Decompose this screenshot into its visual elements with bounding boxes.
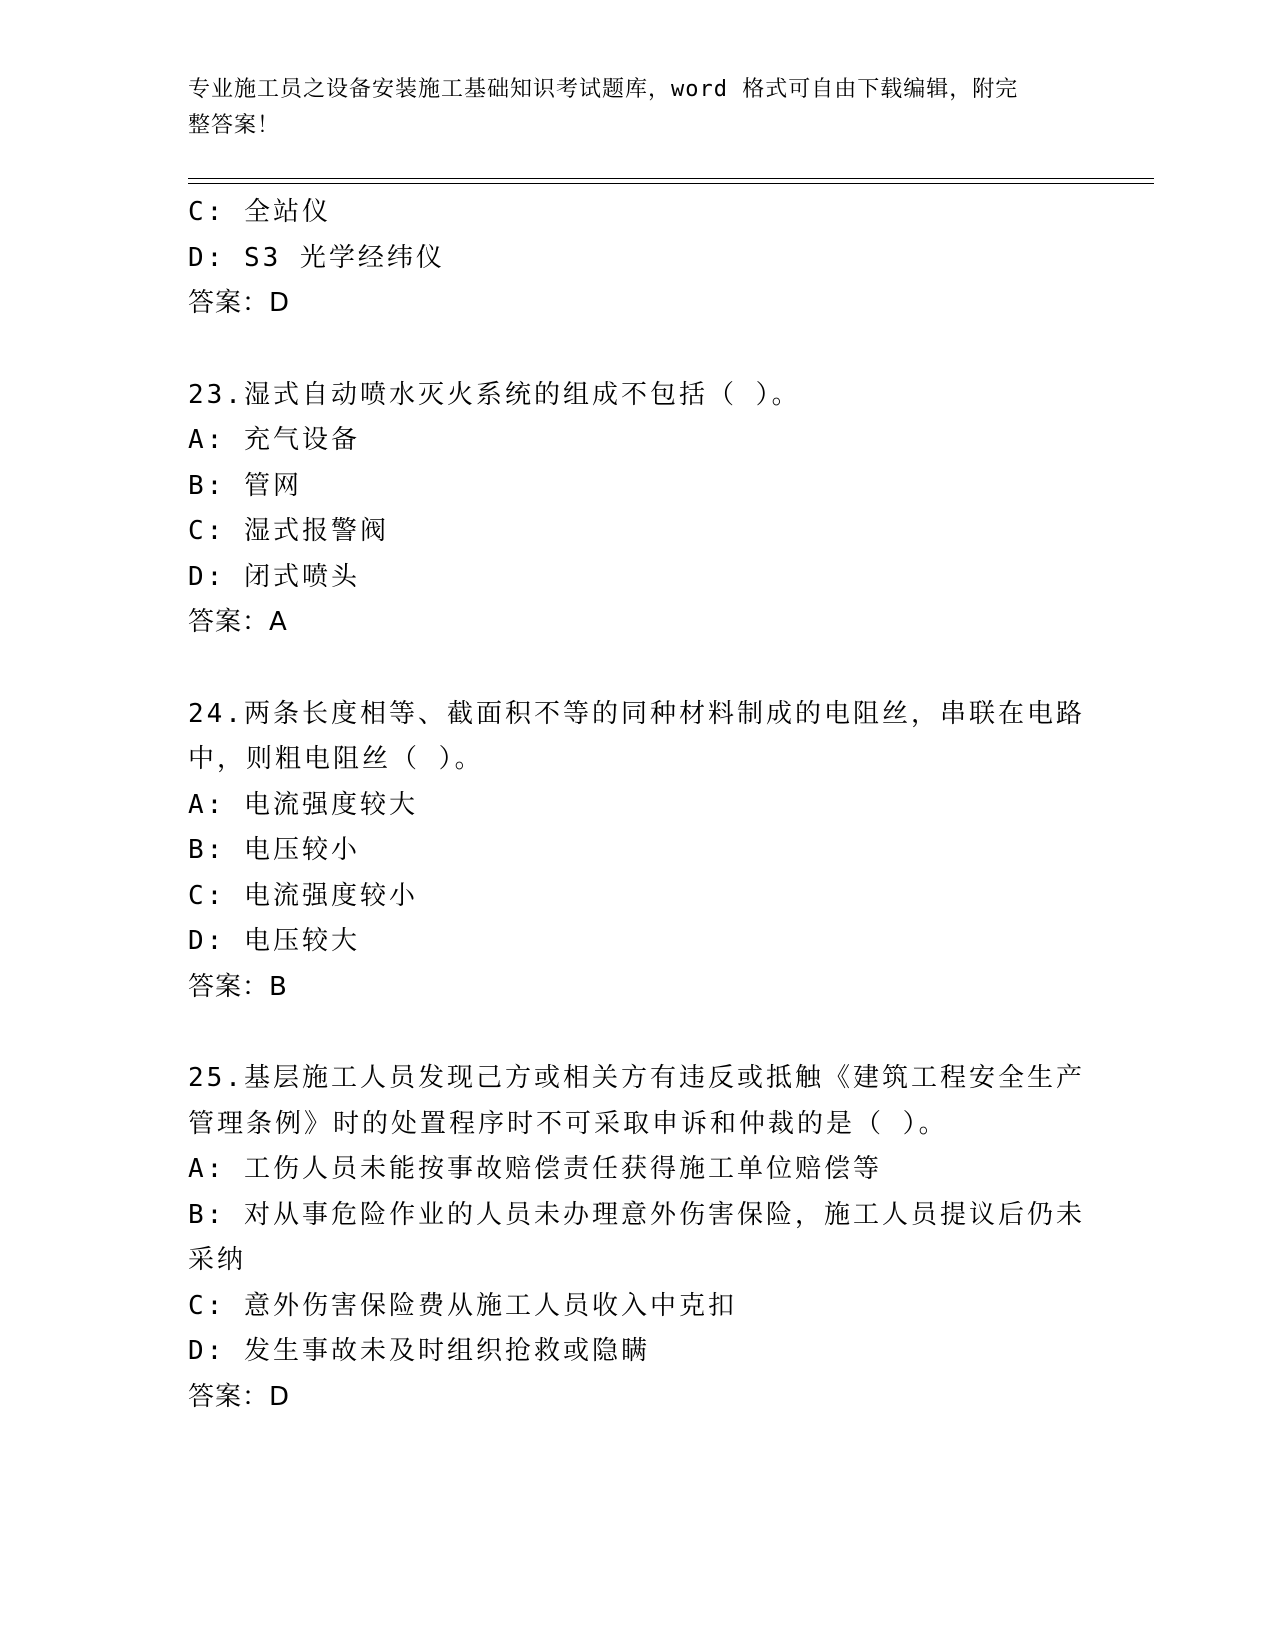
question-list [188,190,1088,1420]
option-c: C: 湿式报警阀 [188,516,389,546]
option-a: A: 电流强度较大 [188,789,418,820]
question-carryover [188,190,1088,327]
header-divider-bottom [188,183,1154,184]
option-a: A: 工伤人员未能按事故赔偿责任获得施工单位赔偿等 [188,1154,882,1184]
page-header [188,72,1088,144]
option-b-line-1: B: 对从事危险作业的人员未办理意外伤害保险，施工人员提议后仍未 [188,1199,1085,1230]
option-c: C: 电流强度较小 [188,880,418,911]
question-25 [188,1056,1088,1420]
answer-line: 答案：D [188,1381,291,1412]
option-c: C: 全站仪 [188,197,331,227]
option-d: D: 电压较大 [188,926,360,956]
question-24 [188,692,1088,1011]
question-stem-line-2: 中，则粗电阻丝（ ）。 [188,744,484,774]
option-b: B: 电压较小 [188,835,360,865]
question-stem-line-2: 管理条例》时的处置程序时不可采取申诉和仲裁的是（ ）。 [188,1108,948,1139]
answer-line: 答案：B [188,971,288,1002]
option-b: B: 管网 [188,470,302,501]
question-23 [188,373,1088,646]
answer-line: 答案：D [188,288,291,318]
header-line-1: 专业施工员之设备安装施工基础知识考试题库，word 格式可自由下载编辑，附完 [188,77,1019,102]
option-d: D: S3 光学经纬仪 [188,242,445,273]
question-stem: 23.湿式自动喷水灭火系统的组成不包括（ ）。 [188,379,801,410]
option-a: A: 充气设备 [188,425,360,455]
header-line-2: 整答案！ [188,113,281,138]
option-b-line-2: 采纳 [188,1245,247,1275]
question-stem-line-1: 25.基层施工人员发现己方或相关方有违反或抵触《建筑工程安全生产 [188,1063,1085,1093]
option-c: C: 意外伤害保险费从施工人员收入中克扣 [188,1290,737,1321]
option-d: D: 发生事故未及时组织抢救或隐瞒 [188,1336,650,1366]
header-divider-top [188,178,1154,179]
option-d: D: 闭式喷头 [188,561,360,592]
question-stem-line-1: 24.两条长度相等、截面积不等的同种材料制成的电阻丝，串联在电路 [188,698,1085,729]
answer-line: 答案：A [188,607,288,637]
